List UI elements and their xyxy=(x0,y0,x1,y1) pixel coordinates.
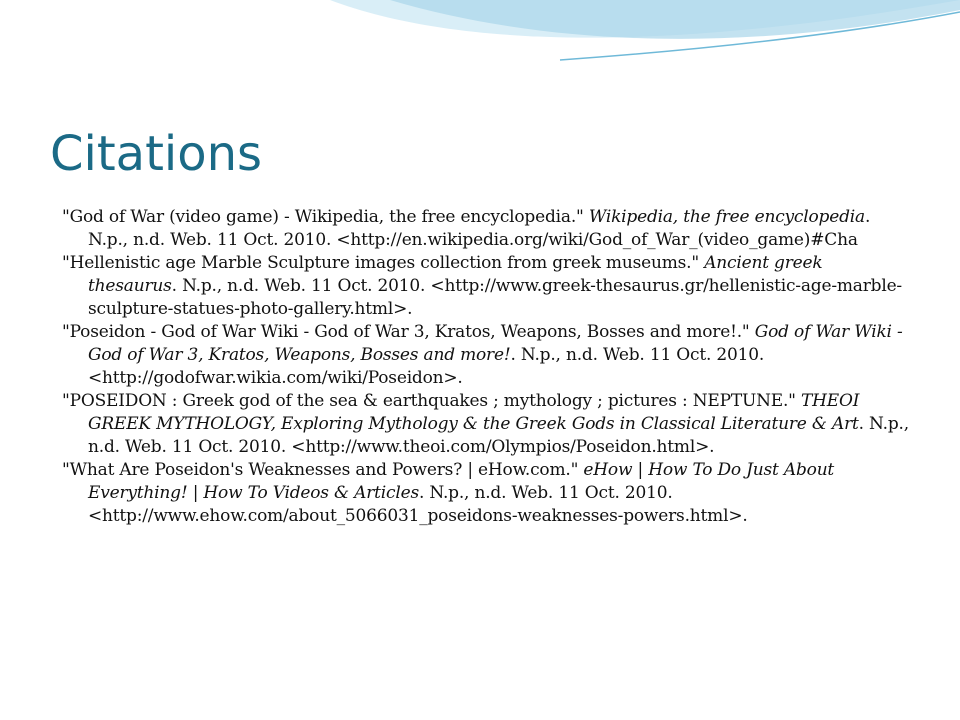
citation-details: . N.p., n.d. Web. 11 Oct. 2010. <http://en.wikipedia.org/wiki/God_of_War_(video_game)#Cha xyxy=(88,207,871,250)
citation-text: "Poseidon - God of War Wiki - God of War 3, Kratos, Weapons, Bosses and more!." xyxy=(62,322,755,342)
citation-details: . N.p., n.d. Web. 11 Oct. 2010. <http://www.ehow.com/about_5066031_poseidons-weaknesses-powers.html>. xyxy=(88,483,748,526)
citation-source: Ancient greek thesaurus xyxy=(88,253,823,296)
wave-mid xyxy=(390,0,960,39)
citation-item xyxy=(52,206,912,252)
citation-item xyxy=(52,321,912,390)
citation-source: Wikipedia, the free encyclopedia xyxy=(588,207,865,227)
citation-item xyxy=(52,252,912,321)
citation-details: . N.p., n.d. Web. 11 Oct. 2010. <http://www.greek-thesaurus.gr/hellenistic-age-marble-sculpture-statues-photo-gallery.html>. xyxy=(88,276,902,319)
citation-item xyxy=(52,390,912,459)
citation-list xyxy=(52,206,912,528)
citation-source: eHow | How To Do Just About Everything! | How To Videos & Articles xyxy=(88,460,835,503)
citation-source: THEOI GREEK MYTHOLOGY, Exploring Mythology & the Greek Gods in Classical Literature & Art xyxy=(88,391,860,434)
citation-text: "What Are Poseidon's Weaknesses and Powers? | eHow.com." xyxy=(62,460,584,480)
citation-text: "God of War (video game) - Wikipedia, the free encyclopedia." xyxy=(62,207,589,227)
citation-details: . N.p., n.d. Web. 11 Oct. 2010. <http://godofwar.wikia.com/wiki/Poseidon>. xyxy=(88,345,765,388)
slide-title: Citations xyxy=(50,126,263,182)
citation-source: God of War Wiki - God of War 3, Kratos, Weapons, Bosses and more! xyxy=(88,322,903,365)
citation-item xyxy=(52,459,912,528)
citation-details: . N.p., n.d. Web. 11 Oct. 2010. <http://www.theoi.com/Olympios/Poseidon.html>. xyxy=(88,414,909,457)
citation-text: "Hellenistic age Marble Sculpture images collection from greek museums." xyxy=(62,253,705,273)
wave-decoration xyxy=(0,0,960,100)
citation-text: "POSEIDON : Greek god of the sea & earthquakes ; mythology ; pictures : NEPTUNE." xyxy=(62,391,802,411)
